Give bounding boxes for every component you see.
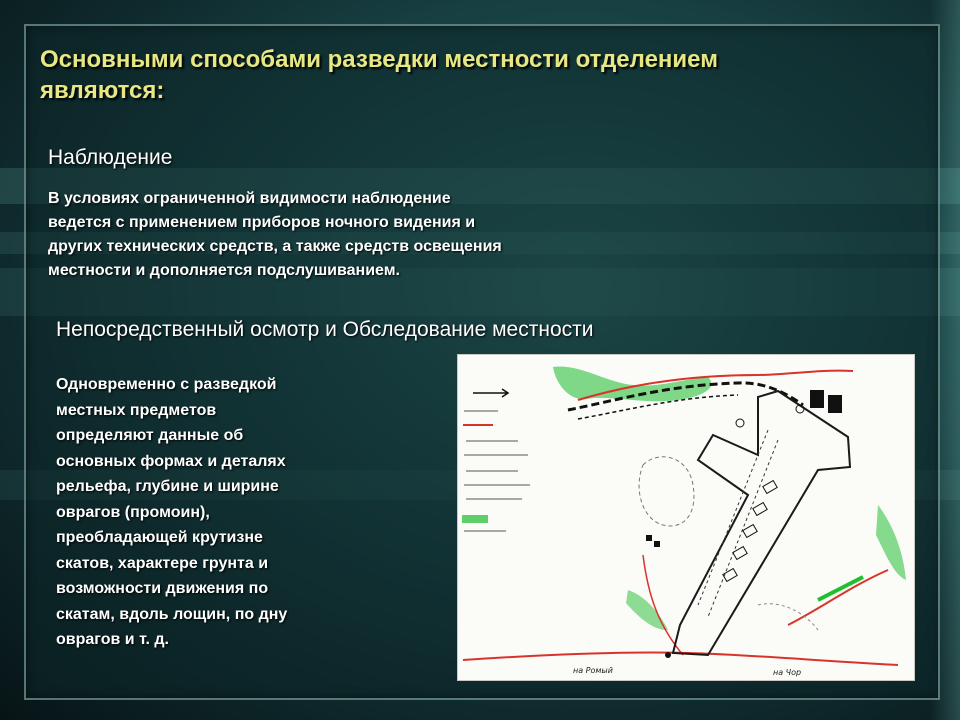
section2-line: возможности движения по	[56, 580, 269, 597]
section2-line: определяют данные об	[56, 427, 244, 444]
slide-title-line2: являются:	[40, 77, 165, 104]
section2-line: рельефа, глубине и ширине	[56, 478, 279, 495]
section2-line: оврагов и т. д.	[56, 631, 169, 648]
building	[763, 481, 777, 494]
main-structure-inner	[708, 440, 778, 617]
section1-line: других технических средств, а также средств освещения	[48, 238, 502, 255]
building	[654, 541, 660, 547]
boundary-line	[758, 604, 818, 630]
section2-line: оврагов (промоин),	[56, 503, 210, 521]
green-road	[818, 577, 863, 600]
map-label-right: на Чор	[773, 668, 802, 677]
building	[810, 390, 824, 408]
section1-heading: Наблюдение	[48, 146, 173, 169]
marker-point	[665, 652, 671, 658]
slide-title-line1: Основными способами разведки местности отделением	[40, 46, 718, 73]
section1-line: ведется с применением приборов ночного видения и	[48, 214, 476, 231]
section1-line: местности и дополняется подслушиванием.	[48, 262, 400, 279]
building	[828, 395, 842, 413]
building	[646, 535, 652, 541]
section2-line: преобладающей крутизне	[56, 529, 263, 546]
section2-heading: Непосредственный осмотр и Обследование местности	[56, 318, 594, 341]
section2-text	[56, 372, 446, 653]
marker-point	[736, 419, 744, 427]
section2-line: основных формах и деталях	[56, 452, 286, 470]
legend-scribbles	[464, 411, 530, 531]
section1-text	[48, 187, 668, 283]
slide-title	[40, 44, 920, 106]
section2-line: скатов, характере грунта и	[56, 554, 269, 572]
terrain-sketch-map	[457, 354, 915, 681]
boundary-line	[639, 457, 694, 526]
forest-area	[876, 505, 906, 580]
legend-arrow	[473, 389, 508, 397]
sketch-map-drawing	[458, 355, 914, 680]
section1-line: В условиях ограниченной видимости наблюдение	[48, 190, 451, 207]
main-structure	[673, 391, 850, 655]
section2-line: местных предметов	[56, 401, 217, 419]
road-line	[788, 570, 888, 625]
main-structure-inner	[698, 430, 768, 605]
building	[743, 525, 757, 538]
section2-line: Одновременно с разведкой	[56, 376, 277, 393]
forest-area	[462, 515, 488, 523]
section2-line: скатам, вдоль лощин, по дну	[56, 605, 288, 623]
building	[753, 503, 767, 516]
map-label-left: на Ромый	[573, 666, 613, 675]
